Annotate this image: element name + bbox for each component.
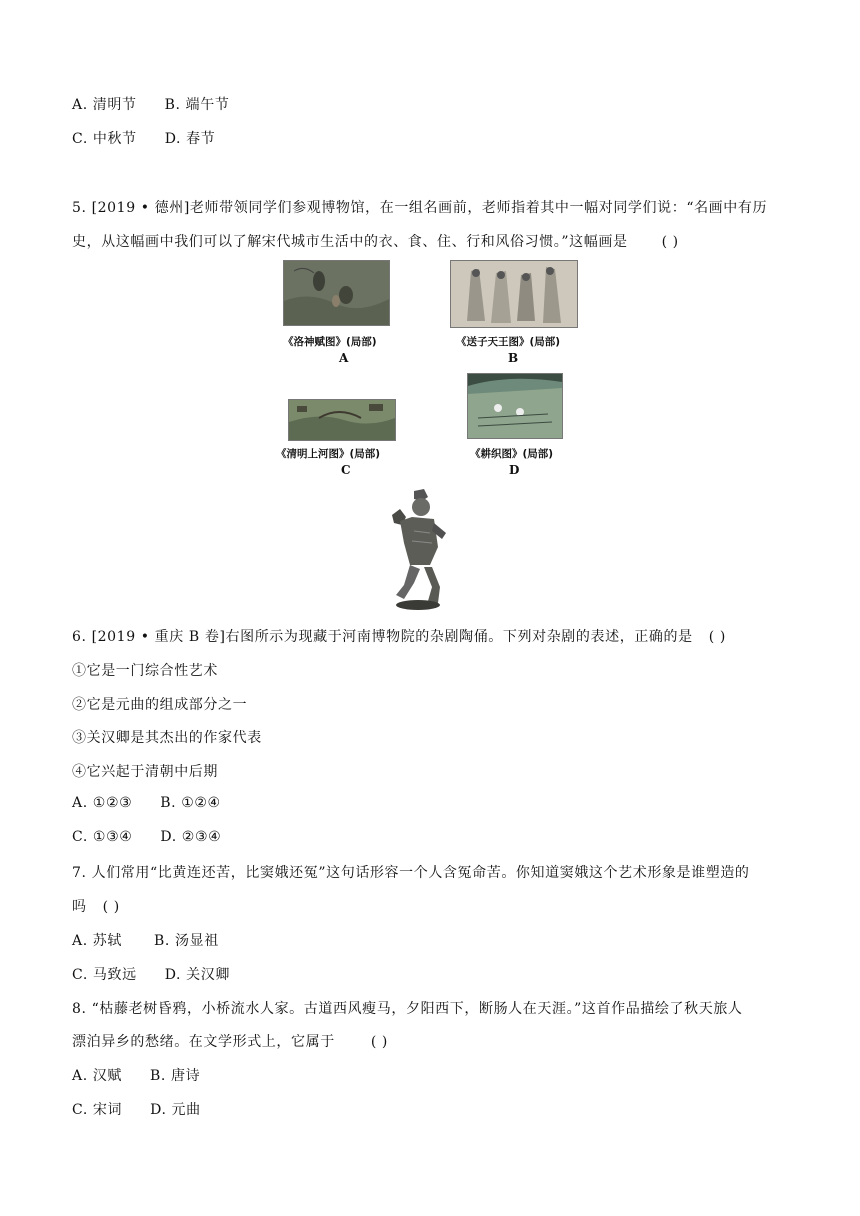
q6-item-2: ②它是元曲的组成部分之一 bbox=[72, 697, 248, 713]
q6-options-row2 bbox=[72, 829, 221, 845]
option-a: A. ①②③ bbox=[72, 795, 133, 811]
caption-a: 《洛神赋图》(局部) bbox=[283, 336, 377, 348]
q6-stem-text: 6. [2019 • 重庆 B 卷]右图所示为现藏于河南博物院的杂剧陶俑。下列对杂剧的表述，正确的是 bbox=[72, 629, 693, 645]
zaju-figurine-image bbox=[384, 487, 452, 611]
option-b: B. 端午节 bbox=[164, 97, 230, 113]
q7-stem-text: 吗 bbox=[72, 899, 87, 915]
option-d: D. 元曲 bbox=[150, 1102, 201, 1118]
option-a: A. 汉赋 bbox=[72, 1068, 123, 1084]
q8-options-row1 bbox=[72, 1065, 200, 1085]
q5-stem-line1: 5. [2019 • 德州]老师带领同学们参观博物馆，在一组名画前，老师指着其中一幅对同学们说：“名画中有历 bbox=[72, 200, 768, 216]
q5-stem-line2 bbox=[72, 231, 679, 251]
q4-options-row1 bbox=[72, 94, 229, 114]
option-b: B. 唐诗 bbox=[150, 1068, 201, 1084]
option-d: D. 春节 bbox=[164, 131, 216, 147]
letter-a: A bbox=[339, 351, 349, 365]
q7-stem-line2 bbox=[72, 896, 120, 916]
q8-stem-line2 bbox=[72, 1031, 388, 1051]
q7-stem-line1: 7. 人们常用“比黄连还苦，比窦娥还冤”这句话形容一个人含冤命苦。你知道窦娥这个艺术形象是谁塑造的 bbox=[72, 865, 750, 881]
q8-stem-line1: 8. “枯藤老树昏鸦，小桥流水人家。古道西风瘦马，夕阳西下，断肠人在天涯。”这首作品描绘了秋天旅人 bbox=[72, 1001, 743, 1017]
q6-item-1: ①它是一门综合性艺术 bbox=[72, 663, 218, 679]
answer-parenthesis: ( ) bbox=[102, 899, 120, 915]
answer-parenthesis: ( ) bbox=[708, 629, 726, 645]
q7-options-row1 bbox=[72, 930, 219, 950]
option-b: B. 汤显祖 bbox=[154, 933, 219, 949]
answer-parenthesis: ( ) bbox=[661, 234, 679, 250]
caption-d: 《耕织图》(局部) bbox=[470, 448, 554, 460]
option-a: A. 苏轼 bbox=[72, 933, 123, 949]
option-c: C. 马致远 bbox=[72, 967, 137, 983]
option-b: B. ①②④ bbox=[160, 795, 221, 811]
q8-options-row2 bbox=[72, 1099, 201, 1119]
q6-stem bbox=[72, 626, 726, 646]
option-c: C. ①③④ bbox=[72, 829, 133, 845]
option-d: D. 关汉卿 bbox=[164, 967, 230, 983]
q6-item-3: ③关汉卿是其杰出的作家代表 bbox=[72, 730, 262, 746]
caption-b: 《送子天王图》(局部) bbox=[456, 336, 561, 348]
option-c: C. 中秋节 bbox=[72, 131, 137, 147]
caption-c: 《清明上河图》(局部) bbox=[276, 448, 381, 460]
letter-d: D bbox=[509, 463, 520, 477]
q4-options-row2 bbox=[72, 128, 215, 148]
option-d: D. ②③④ bbox=[160, 829, 222, 845]
painting-songzi-image bbox=[450, 260, 578, 328]
painting-gengzhi-image bbox=[467, 373, 563, 439]
q8-stem-text: 漂泊异乡的愁绪。在文学形式上，它属于 bbox=[72, 1034, 335, 1050]
letter-b: B bbox=[508, 351, 519, 365]
option-a: A. 清明节 bbox=[72, 97, 137, 113]
q7-options-row2 bbox=[72, 964, 230, 984]
option-c: C. 宋词 bbox=[72, 1102, 123, 1118]
q6-item-4: ④它兴起于清朝中后期 bbox=[72, 764, 218, 780]
answer-parenthesis: ( ) bbox=[370, 1034, 388, 1050]
letter-c: C bbox=[341, 463, 351, 477]
q5-stem-text: 史，从这幅画中我们可以了解宋代城市生活中的衣、食、住、行和风俗习惯。”这幅画是 bbox=[72, 234, 628, 250]
painting-qingming-image bbox=[288, 399, 396, 441]
q6-options-row1 bbox=[72, 795, 221, 811]
painting-luoshen-image bbox=[283, 260, 390, 326]
